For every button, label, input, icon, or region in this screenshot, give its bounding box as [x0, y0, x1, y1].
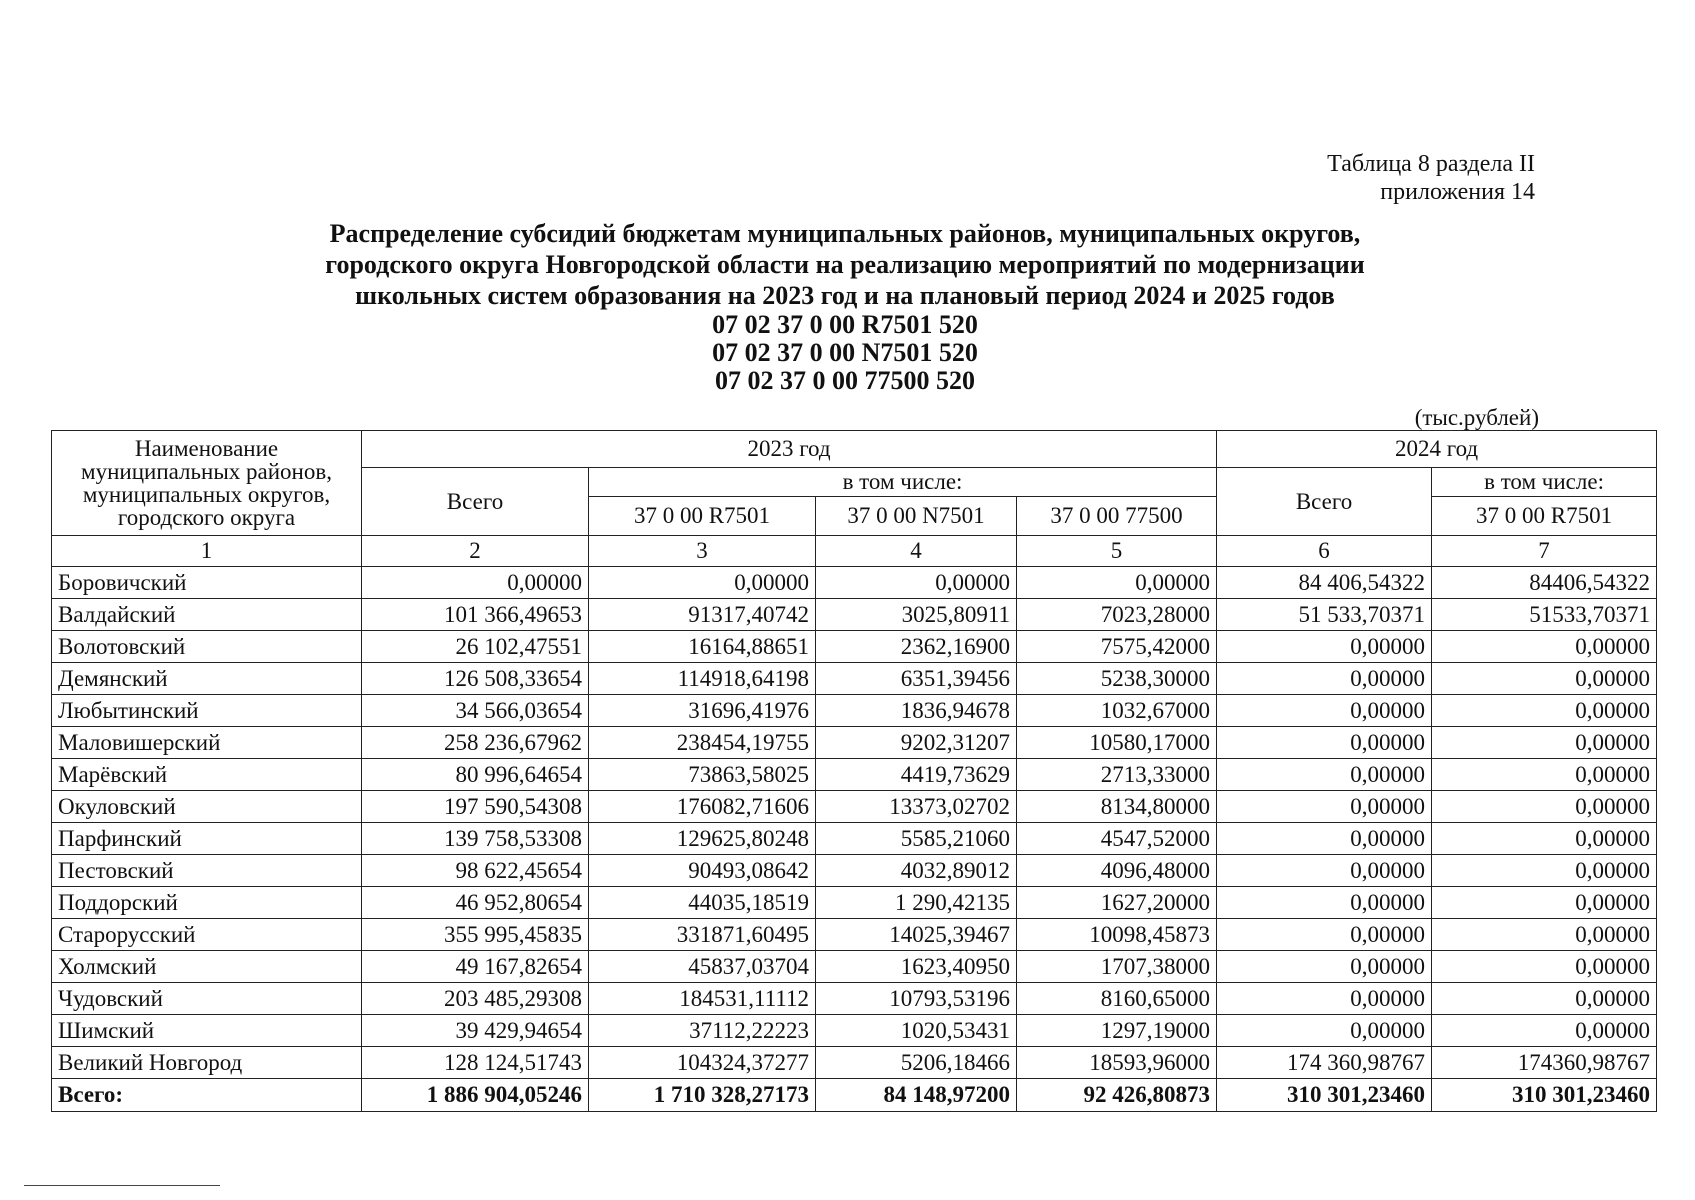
value-2023-77500: 7023,28000 [1017, 599, 1217, 631]
value-2023-total: 39 429,94654 [362, 1015, 589, 1047]
district-name: Валдайский [52, 599, 362, 631]
table-row [52, 823, 1657, 855]
value-2023-r7501: 37112,22223 [589, 1015, 816, 1047]
district-name: Волотовский [52, 631, 362, 663]
value-2024-r7501: 0,00000 [1432, 983, 1657, 1015]
header-2023-total: Всего [362, 468, 589, 536]
table-row [52, 663, 1657, 695]
value-2023-77500: 4547,52000 [1017, 823, 1217, 855]
district-name: Боровичский [52, 567, 362, 599]
value-2023-77500: 2713,33000 [1017, 759, 1217, 791]
table-row [52, 791, 1657, 823]
value-2024-r7501: 51533,70371 [1432, 599, 1657, 631]
value-2023-n7501: 10793,53196 [816, 983, 1017, 1015]
header-year-2024: 2024 год [1217, 431, 1657, 468]
value-2024-r7501: 0,00000 [1432, 759, 1657, 791]
table-row [52, 1015, 1657, 1047]
value-2024-r7501: 0,00000 [1432, 695, 1657, 727]
value-2024-total: 0,00000 [1217, 727, 1432, 759]
value-2023-n7501: 3025,80911 [816, 599, 1017, 631]
value-2024-r7501: 0,00000 [1432, 1015, 1657, 1047]
table-row [52, 567, 1657, 599]
header-code-r7501: 37 0 00 R7501 [589, 497, 816, 536]
column-number-5: 5 [1017, 536, 1217, 567]
value-2023-77500: 10580,17000 [1017, 727, 1217, 759]
header-code-n7501: 37 0 00 N7501 [816, 497, 1017, 536]
column-number-7: 7 [1432, 536, 1657, 567]
value-2024-total: 0,00000 [1217, 663, 1432, 695]
caption-line-2: приложения 14 [1380, 179, 1535, 205]
value-2023-n7501: 1836,94678 [816, 695, 1017, 727]
column-number-2: 2 [362, 536, 589, 567]
district-name: Поддорский [52, 887, 362, 919]
column-number-3: 3 [589, 536, 816, 567]
column-number-1: 1 [52, 536, 362, 567]
value-2023-n7501: 14025,39467 [816, 919, 1017, 951]
value-2023-77500: 1627,20000 [1017, 887, 1217, 919]
value-2024-total: 0,00000 [1217, 695, 1432, 727]
district-name: Окуловский [52, 791, 362, 823]
value-2023-total: 0,00000 [362, 567, 589, 599]
title-line-3: школьных систем образования на 2023 год и на плановый период 2024 и 2025 годов [355, 281, 1335, 310]
column-number-4: 4 [816, 536, 1017, 567]
table-row [52, 727, 1657, 759]
value-2024-total: 0,00000 [1217, 887, 1432, 919]
table-row [52, 631, 1657, 663]
value-2024-r7501: 0,00000 [1432, 919, 1657, 951]
value-2023-77500: 18593,96000 [1017, 1047, 1217, 1079]
value-2024-r7501: 0,00000 [1432, 791, 1657, 823]
header-year-2023: 2023 год [362, 431, 1217, 468]
value-2023-r7501: 45837,03704 [589, 951, 816, 983]
value-2023-r7501: 0,00000 [589, 567, 816, 599]
value-2023-total: 98 622,45654 [362, 855, 589, 887]
value-2024-r7501: 84406,54322 [1432, 567, 1657, 599]
value-2023-n7501: 9202,31207 [816, 727, 1017, 759]
value-2024-total: 0,00000 [1217, 919, 1432, 951]
value-2023-77500: 1032,67000 [1017, 695, 1217, 727]
value-2023-total: 34 566,03654 [362, 695, 589, 727]
value-2024-total: 0,00000 [1217, 951, 1432, 983]
value-2023-77500: 8134,80000 [1017, 791, 1217, 823]
value-2023-r7501: 129625,80248 [589, 823, 816, 855]
value-2023-77500: 1707,38000 [1017, 951, 1217, 983]
value-2023-total: 49 167,82654 [362, 951, 589, 983]
total-2023-n7501: 84 148,97200 [816, 1079, 1017, 1112]
header-2023-including: в том числе: [589, 468, 1217, 497]
value-2024-r7501: 0,00000 [1432, 951, 1657, 983]
value-2023-total: 197 590,54308 [362, 791, 589, 823]
value-2023-total: 139 758,53308 [362, 823, 589, 855]
value-2024-total: 0,00000 [1217, 791, 1432, 823]
value-2023-r7501: 238454,19755 [589, 727, 816, 759]
value-2024-total: 0,00000 [1217, 759, 1432, 791]
total-2023-r7501: 1 710 328,27173 [589, 1079, 816, 1112]
value-2023-n7501: 5206,18466 [816, 1047, 1017, 1079]
value-2023-total: 80 996,64654 [362, 759, 589, 791]
footer-rule [24, 1185, 220, 1186]
district-name: Чудовский [52, 983, 362, 1015]
value-2024-r7501: 0,00000 [1432, 823, 1657, 855]
district-name: Маловишерский [52, 727, 362, 759]
total-label: Всего: [52, 1079, 362, 1112]
caption-line-1: Таблица 8 раздела II [1327, 151, 1535, 177]
district-name: Парфинский [52, 823, 362, 855]
table-row [52, 983, 1657, 1015]
table-row [52, 599, 1657, 631]
district-name: Пестовский [52, 855, 362, 887]
value-2024-r7501: 0,00000 [1432, 631, 1657, 663]
district-name: Шимский [52, 1015, 362, 1047]
table-row [52, 1047, 1657, 1079]
value-2023-n7501: 13373,02702 [816, 791, 1017, 823]
value-2023-r7501: 73863,58025 [589, 759, 816, 791]
total-row [52, 1079, 1657, 1112]
value-2023-77500: 1297,19000 [1017, 1015, 1217, 1047]
units-label: (тыс.рублей) [1414, 405, 1539, 430]
value-2023-r7501: 16164,88651 [589, 631, 816, 663]
header-2024-code-r7501: 37 0 00 R7501 [1432, 497, 1657, 536]
district-name: Старорусский [52, 919, 362, 951]
value-2023-n7501: 0,00000 [816, 567, 1017, 599]
district-name: Холмский [52, 951, 362, 983]
total-2023-total: 1 886 904,05246 [362, 1079, 589, 1112]
budget-code-2: 07 02 37 0 00 N7501 520 [712, 338, 978, 367]
table-row [52, 951, 1657, 983]
value-2023-n7501: 4032,89012 [816, 855, 1017, 887]
table-row [52, 695, 1657, 727]
value-2024-total: 51 533,70371 [1217, 599, 1432, 631]
value-2023-77500: 4096,48000 [1017, 855, 1217, 887]
budget-code-3: 07 02 37 0 00 77500 520 [715, 366, 975, 395]
value-2023-77500: 0,00000 [1017, 567, 1217, 599]
value-2023-total: 101 366,49653 [362, 599, 589, 631]
value-2023-77500: 5238,30000 [1017, 663, 1217, 695]
value-2024-r7501: 0,00000 [1432, 855, 1657, 887]
value-2023-r7501: 44035,18519 [589, 887, 816, 919]
value-2023-r7501: 114918,64198 [589, 663, 816, 695]
value-2023-total: 258 236,67962 [362, 727, 589, 759]
value-2024-r7501: 0,00000 [1432, 663, 1657, 695]
value-2024-r7501: 174360,98767 [1432, 1047, 1657, 1079]
budget-code-1: 07 02 37 0 00 R7501 520 [712, 310, 978, 339]
total-2024-total: 310 301,23460 [1217, 1079, 1432, 1112]
district-name: Демянский [52, 663, 362, 695]
value-2023-r7501: 104324,37277 [589, 1047, 816, 1079]
value-2023-r7501: 331871,60495 [589, 919, 816, 951]
header-code-77500: 37 0 00 77500 [1017, 497, 1217, 536]
value-2024-total: 0,00000 [1217, 1015, 1432, 1047]
value-2023-r7501: 176082,71606 [589, 791, 816, 823]
title-line-1: Распределение субсидий бюджетам муниципальных районов, муниципальных округов, [329, 219, 1361, 248]
value-2023-77500: 7575,42000 [1017, 631, 1217, 663]
district-name: Великий Новгород [52, 1047, 362, 1079]
total-2024-r7501: 310 301,23460 [1432, 1079, 1657, 1112]
value-2024-total: 0,00000 [1217, 855, 1432, 887]
table-row [52, 919, 1657, 951]
value-2024-total: 84 406,54322 [1217, 567, 1432, 599]
column-number-6: 6 [1217, 536, 1432, 567]
district-name: Марёвский [52, 759, 362, 791]
table-caption [1327, 150, 1535, 206]
value-2023-total: 128 124,51743 [362, 1047, 589, 1079]
value-2023-total: 203 485,29308 [362, 983, 589, 1015]
header-2024-total: Всего [1217, 468, 1432, 536]
value-2023-77500: 8160,65000 [1017, 983, 1217, 1015]
total-2023-77500: 92 426,80873 [1017, 1079, 1217, 1112]
value-2024-total: 0,00000 [1217, 631, 1432, 663]
table-total [52, 1079, 1657, 1112]
value-2024-total: 0,00000 [1217, 823, 1432, 855]
district-name: Любытинский [52, 695, 362, 727]
value-2023-n7501: 2362,16900 [816, 631, 1017, 663]
value-2023-n7501: 4419,73629 [816, 759, 1017, 791]
value-2023-n7501: 5585,21060 [816, 823, 1017, 855]
value-2023-n7501: 1623,40950 [816, 951, 1017, 983]
value-2023-n7501: 6351,39456 [816, 663, 1017, 695]
value-2023-77500: 10098,45873 [1017, 919, 1217, 951]
value-2023-r7501: 91317,40742 [589, 599, 816, 631]
value-2023-total: 46 952,80654 [362, 887, 589, 919]
table-body [52, 567, 1657, 1079]
value-2023-r7501: 90493,08642 [589, 855, 816, 887]
header-2024-including: в том числе: [1432, 468, 1657, 497]
table-row [52, 855, 1657, 887]
value-2023-total: 26 102,47551 [362, 631, 589, 663]
value-2023-r7501: 31696,41976 [589, 695, 816, 727]
value-2023-r7501: 184531,11112 [589, 983, 816, 1015]
value-2024-total: 174 360,98767 [1217, 1047, 1432, 1079]
title-line-2: городского округа Новгородской области на реализацию мероприятий по модернизации [325, 250, 1365, 279]
value-2024-r7501: 0,00000 [1432, 727, 1657, 759]
table-row [52, 887, 1657, 919]
value-2023-n7501: 1 290,42135 [816, 887, 1017, 919]
value-2023-n7501: 1020,53431 [816, 1015, 1017, 1047]
header-name-column: Наименование муниципальных районов, муниципальных округов, городского округа [52, 431, 362, 536]
value-2023-total: 126 508,33654 [362, 663, 589, 695]
subsidy-table [51, 430, 1657, 1112]
value-2024-total: 0,00000 [1217, 983, 1432, 1015]
value-2023-total: 355 995,45835 [362, 919, 589, 951]
value-2024-r7501: 0,00000 [1432, 887, 1657, 919]
table-row [52, 759, 1657, 791]
document-title [160, 218, 1530, 395]
table-header [52, 431, 1657, 567]
